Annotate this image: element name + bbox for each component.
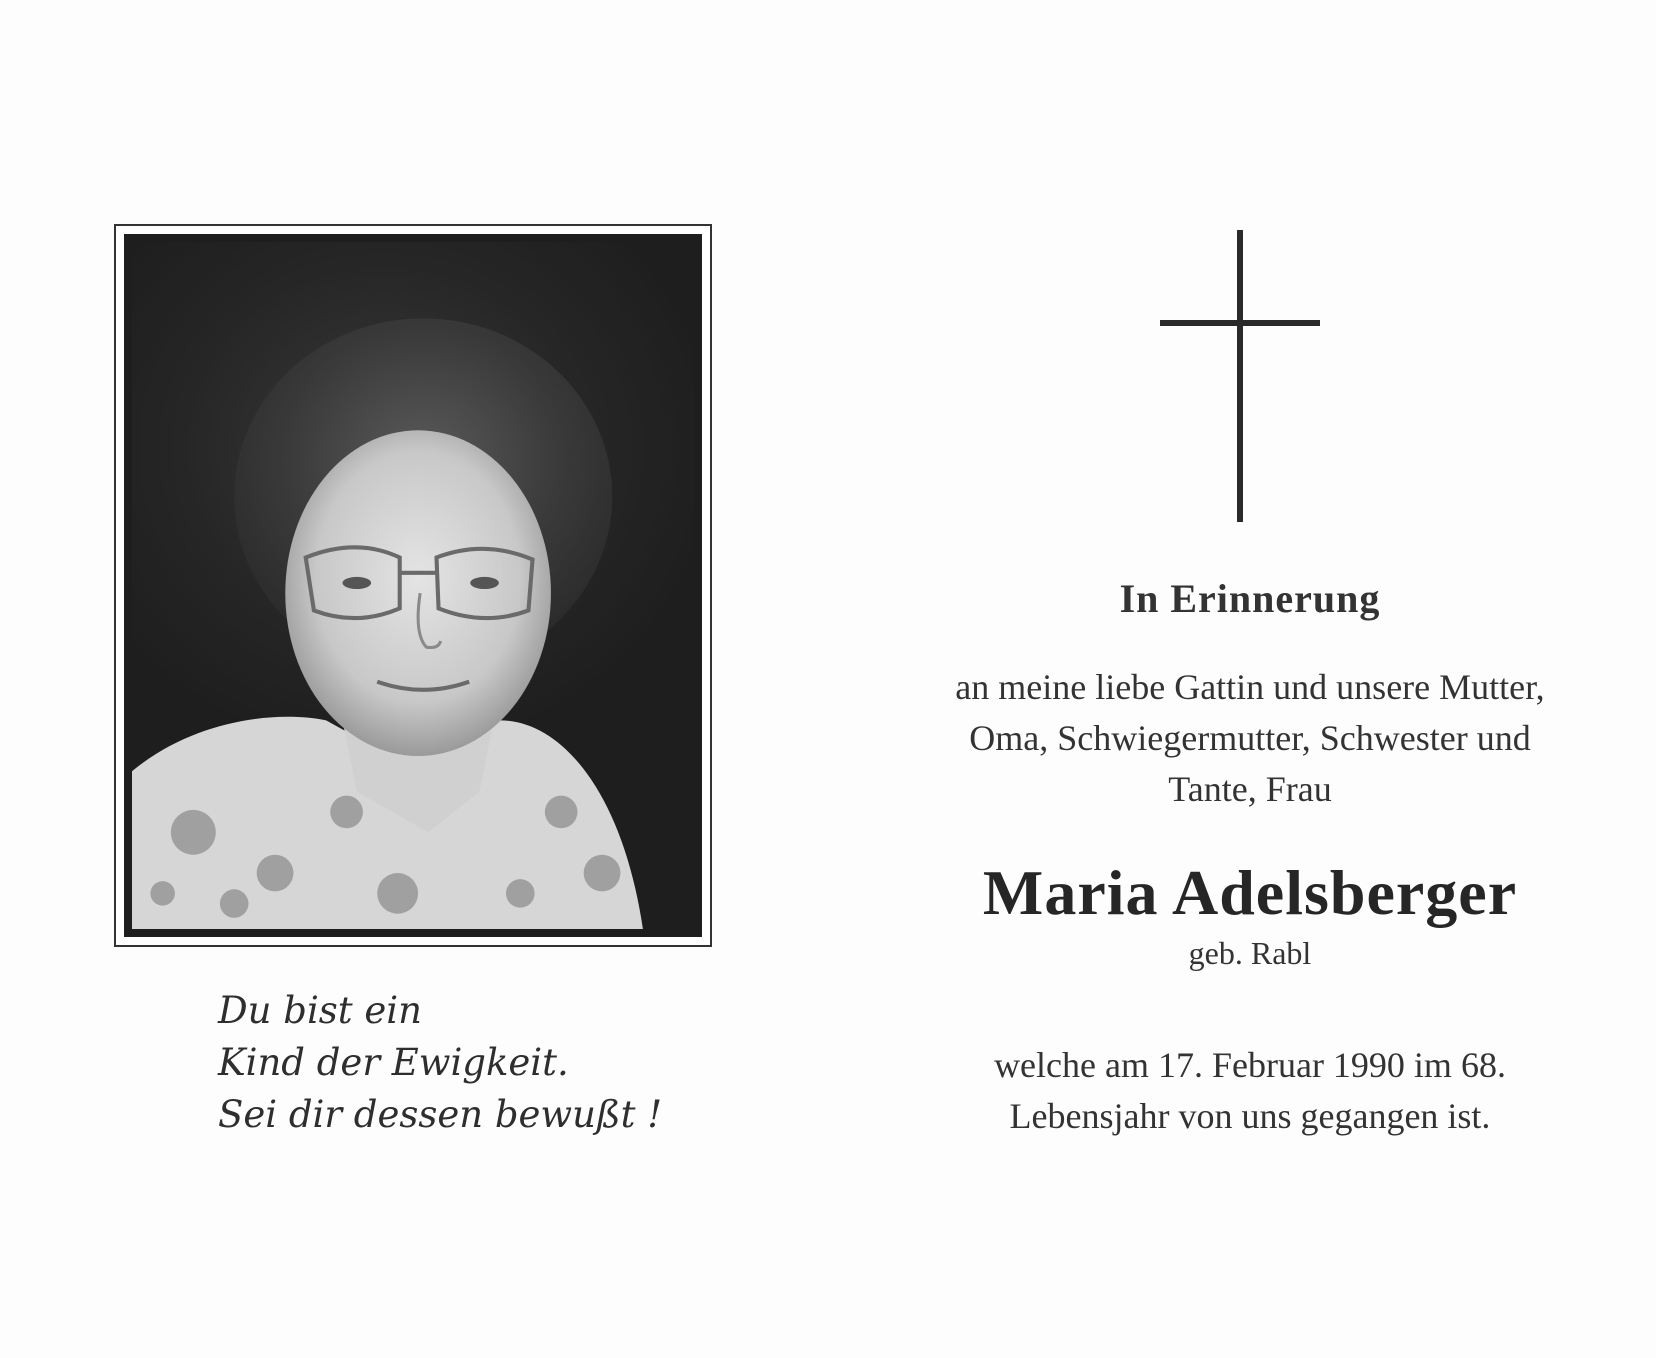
intro-line: Oma, Schwiegermutter, Schwester und [969, 718, 1531, 758]
poem-line: Sei dir dessen bewußt ! [218, 1093, 663, 1136]
death-notice [880, 1040, 1620, 1142]
portrait-photo [124, 234, 702, 937]
maiden-name: geb. Rabl [1188, 935, 1312, 971]
death-line: welche am 17. Februar 1990 im 68. [994, 1045, 1506, 1085]
poem-line: Kind der Ewigkeit. [218, 1041, 569, 1084]
death-line: Lebensjahr von uns gegangen ist. [1009, 1096, 1491, 1136]
intro-line: Tante, Frau [1168, 769, 1332, 809]
cross-icon [1160, 230, 1320, 522]
intro-text [880, 662, 1620, 815]
portrait-image [132, 242, 694, 929]
poem-line: Du bist ein [218, 989, 422, 1032]
deceased-name: Maria Adelsberger [982, 857, 1518, 928]
intro-line: an meine liebe Gattin und unsere Mutter, [955, 667, 1545, 707]
heading: In Erinnerung [1119, 576, 1381, 621]
poem [218, 985, 662, 1141]
portrait-frame [114, 224, 712, 947]
